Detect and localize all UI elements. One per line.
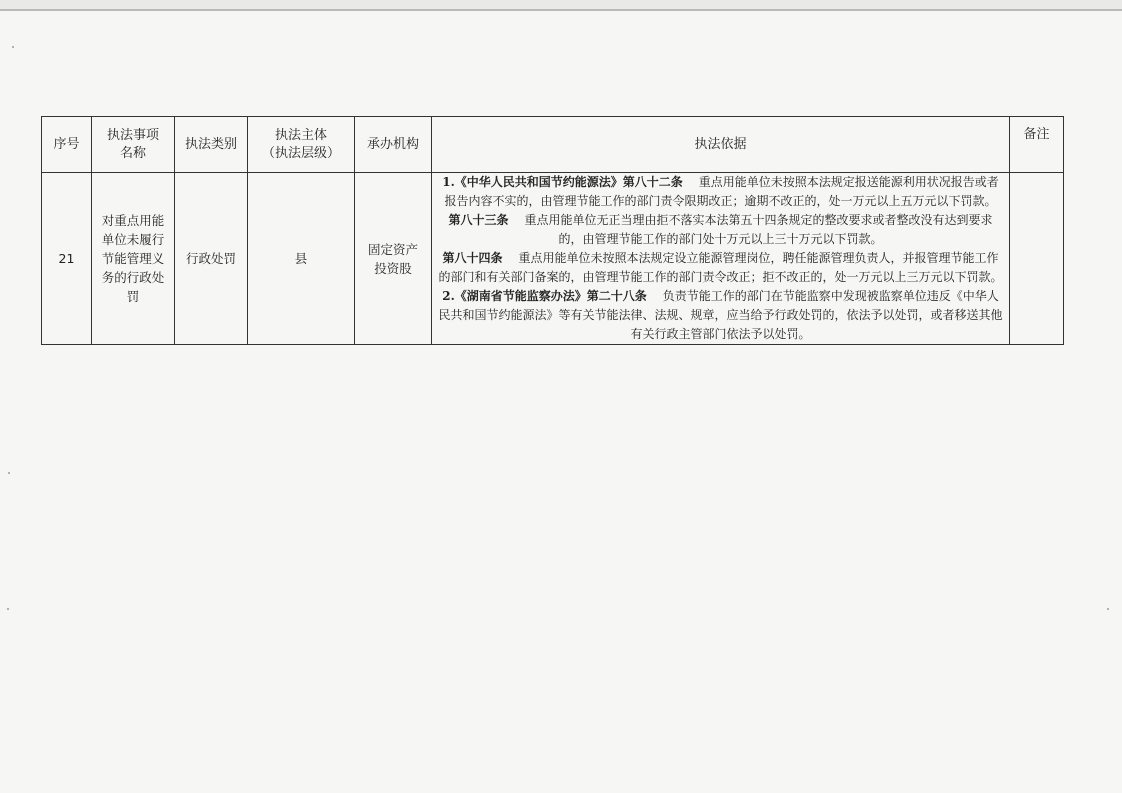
law-enforcement-table — [41, 116, 1064, 345]
cell-subject: 县 — [248, 173, 355, 345]
header-subject-line1: 执法主体 — [274, 127, 327, 143]
basis-article-head: 第八十三条 — [448, 213, 509, 227]
scan-speck — [7, 608, 9, 610]
cell-basis — [432, 173, 1010, 345]
cell-remarks — [1010, 173, 1064, 345]
header-subject — [248, 117, 355, 173]
basis-article-text: 重点用能单位未按照本法规定设立能源管理岗位，聘任能源管理负责人，并报管理节能工作的部门和有关部门备案的，由管理节能工作的部门责令改正；拒不改正的，处一万元以上三万元以下罚款。 — [438, 251, 1003, 284]
basis-article-text: 负责节能工作的部门在节能监察中发现被监察单位违反《中华人民共和国节约能源法》等有关节能法律、法规、规章，应当给予行政处罚的，依法予以处罚，或者移送其他有关行政主管部门依法予以处罚。 — [438, 289, 1003, 341]
scan-speck — [12, 46, 14, 48]
header-basis: 执法依据 — [432, 117, 1010, 173]
cell-item-name: 对重点用能单位未履行节能管理义务的行政处罚 — [92, 173, 175, 345]
cell-category: 行政处罚 — [175, 173, 248, 345]
header-agency: 承办机构 — [355, 117, 432, 173]
basis-article-head: 2.《湖南省节能监察办法》第二十八条 — [442, 289, 647, 303]
basis-article-head: 第八十四条 — [442, 251, 503, 265]
header-item-name — [92, 117, 175, 173]
basis-article-text: 重点用能单位无正当理由拒不落实本法第五十四条规定的整改要求或者整改没有达到要求的，由管理节能工作的部门处十万元以上三十万元以下罚款。 — [524, 213, 993, 246]
scan-speck — [8, 472, 10, 474]
basis-paragraph — [438, 249, 1003, 287]
basis-paragraph — [438, 211, 1003, 249]
header-seq: 序号 — [42, 117, 92, 173]
scan-top-edge — [0, 0, 1122, 9]
basis-article-text: 重点用能单位未按照本法规定报送能源利用状况报告或者报告内容不实的，由管理节能工作的部门责令限期改正；逾期不改正的，处一万元以上五万元以下罚款。 — [444, 175, 999, 208]
basis-article-head: 1.《中华人民共和国节约能源法》第八十二条 — [442, 175, 683, 189]
header-item-line1: 执法事项 — [106, 127, 159, 143]
header-subject-line2: （执法层级） — [261, 145, 340, 161]
header-category: 执法类别 — [175, 117, 248, 173]
scan-border-line — [0, 9, 1122, 11]
header-remarks: 备注 — [1010, 117, 1064, 173]
agency-line1: 固定资产 — [367, 241, 418, 257]
agency-line2: 投资股 — [374, 260, 412, 276]
cell-seq: 21 — [42, 173, 92, 345]
table-row — [42, 173, 1064, 345]
scan-speck — [1107, 608, 1109, 610]
basis-paragraph — [438, 173, 1003, 211]
header-item-line2: 名称 — [119, 145, 146, 161]
header-row — [42, 117, 1064, 173]
cell-agency — [355, 173, 432, 345]
basis-paragraph — [438, 287, 1003, 344]
